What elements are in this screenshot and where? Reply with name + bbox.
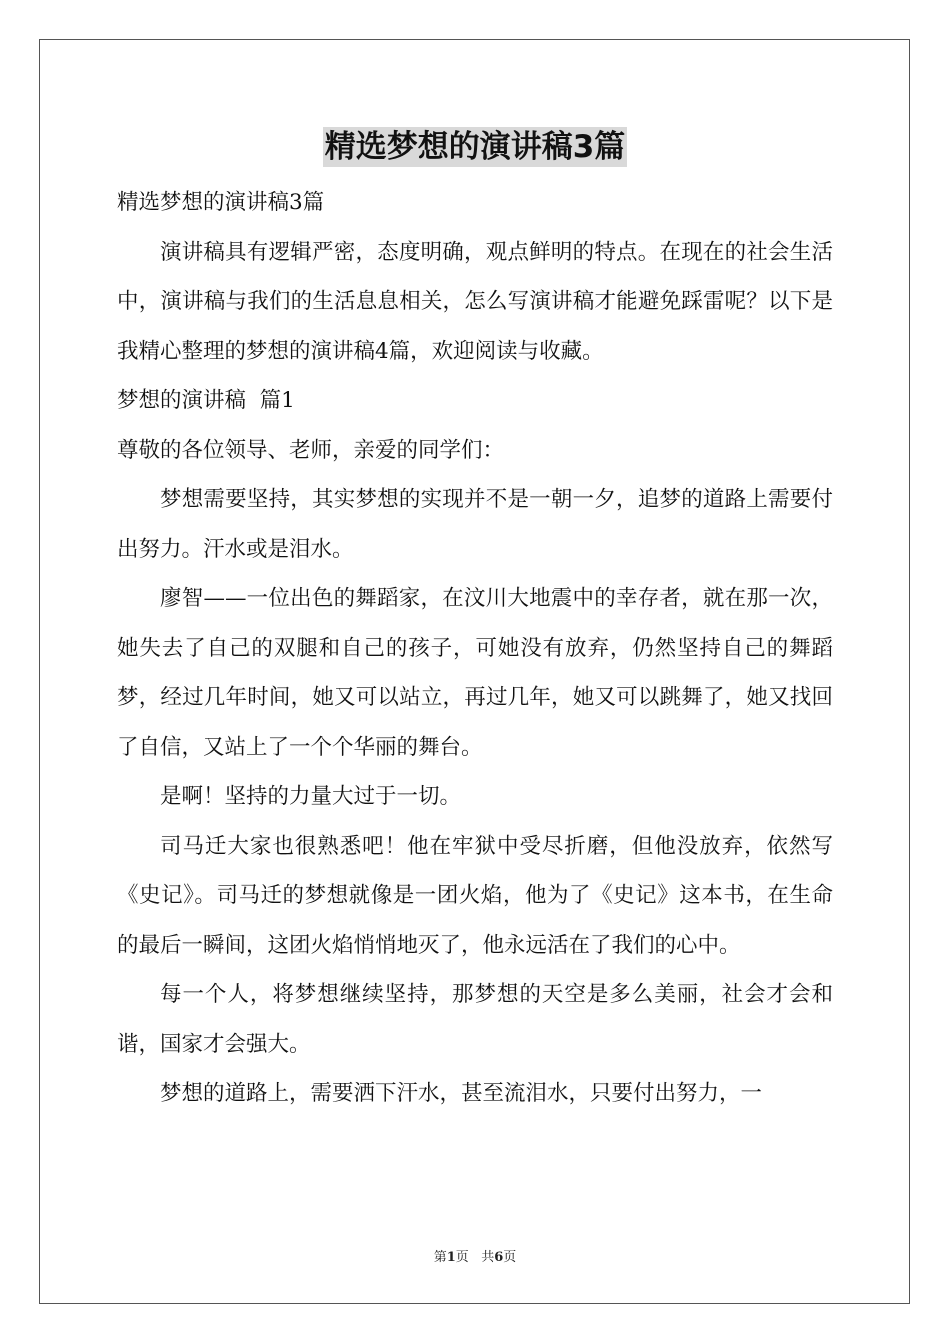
body-paragraph: 廖智——一位出色的舞蹈家，在汶川大地震中的幸存者，就在那一次，她失去了自己的双腿和自己的孩子，可她没有放弃，仍然坚持自己的舞蹈梦，经过几年时间，她又可以站立，再过几年，她又可以跳舞了，她又找回了自信，又站上了一个个华丽的舞台。 [117, 586, 833, 760]
document-body [117, 178, 833, 1119]
page-suffix: 页 [455, 1250, 469, 1265]
total-prefix: 共 [481, 1250, 495, 1265]
document-subtitle: 精选梦想的演讲稿3篇 [117, 190, 325, 215]
body-paragraph: 司马迁大家也很熟悉吧！他在牢狱中受尽折磨，但他没放弃，依然写《史记》。司马迁的梦想就像是一团火焰，他为了《史记》这本书，在生命的最后一瞬间，这团火焰悄悄地灭了，他永远活在了我们的心中。 [117, 833, 833, 958]
document-title: 精选梦想的演讲稿3篇 [324, 129, 626, 165]
total-suffix: 页 [503, 1250, 517, 1265]
current-page-number: 1 [446, 1250, 456, 1265]
body-paragraph: 每一个人，将梦想继续坚持，那梦想的天空是多么美丽，社会才会和谐，国家才会强大。 [117, 982, 833, 1057]
body-paragraph: 梦想需要坚持，其实梦想的实现并不是一朝一夕，追梦的道路上需要付出努力。汗水或是泪水。 [117, 487, 833, 562]
page-prefix: 第 [433, 1250, 447, 1265]
greeting: 尊敬的各位领导、老师，亲爱的同学们： [117, 437, 505, 463]
page-footer [0, 1246, 950, 1265]
total-pages-number: 6 [494, 1250, 504, 1265]
body-paragraph: 是啊！坚持的力量大过于一切。 [160, 784, 462, 809]
body-paragraph: 梦想的道路上，需要洒下汗水，甚至流泪水，只要付出努力，一 [160, 1081, 763, 1106]
section-heading: 梦想的演讲稿 篇1 [117, 388, 295, 413]
intro-paragraph: 演讲稿具有逻辑严密，态度明确，观点鲜明的特点。在现在的社会生活中，演讲稿与我们的生活息息相关，怎么写演讲稿才能避免踩雷呢？以下是我精心整理的梦想的演讲稿4篇，欢迎阅读与收藏。 [117, 239, 833, 364]
title-container [0, 127, 950, 167]
